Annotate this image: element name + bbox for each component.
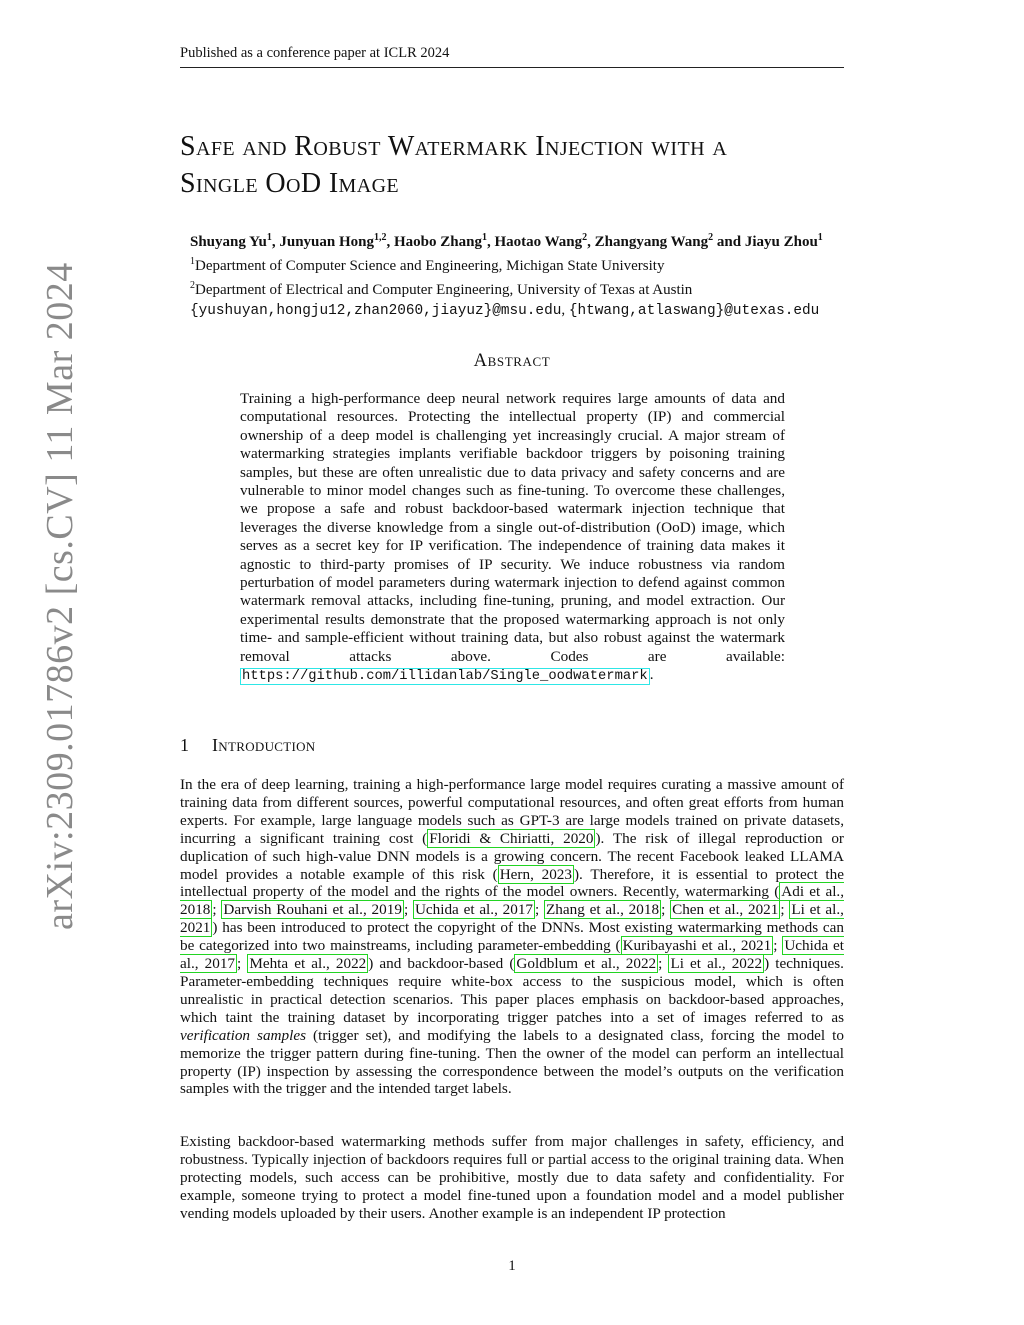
abstract-body (240, 390, 785, 687)
code-link[interactable]: https://github.com/illidanlab/Single_oodwatermark (242, 669, 648, 685)
affiliation-1 (190, 252, 930, 276)
citation-link[interactable]: Darvish Rouhani et al., 2019 (223, 901, 402, 919)
intro-paragraph-2: Existing backdoor-based watermarking methods suffer from major challenges in safety, efficiency, and robustness. Typically injection of backdoors requires full or partial access to the original training data. When protecting models, such access can be prohibitive, mostly due to data safety and confidentiality. For example, someone trying to protect a model fine-tuned upon a foundation model and a model publisher vending models uploaded by their users. Another example is an independent IP protection (180, 1133, 844, 1222)
author-name: Zhangyang Wang (594, 234, 709, 250)
author-name: Haotao Wang (494, 234, 583, 250)
separator: ; (535, 901, 545, 919)
citation-link[interactable]: Li et al., 2021 (180, 901, 844, 937)
citation-link[interactable]: Goldblum et al., 2022 (516, 955, 657, 973)
abstract-text: Training a high-performance deep neural network requires large amounts of data and computational resources. Protecting the intellectual property (IP) and commercial ownership of a deep model is challenging yet increasingly crucial. A major stream of watermarking strategies implants verifiable backdoor triggers by poisoning training samples, but these are often unrealistic due to data privacy and safety concerns and are vulnerable to minor model changes such as fine-tuning. To overcome these challenges, we propose a safe and robust backdoor-based watermark injection technique that leverages the diverse knowledge from a single out-of-distribution (OoD) image, which serves as a secret key for IP verification. The independence of training data makes it agnostic to third-party promises of IP security. We induce robustness via random perturbation of model parameters during watermark injection to defend against common watermark removal attacks, including fine-tuning, pruning, and model extraction. Our experimental results demonstrate that the proposed watermarking approach is not only time- and sample-efficient without training data, but also robust against the watermark removal attacks above. Codes are available: (240, 390, 785, 665)
separator: ; (773, 937, 783, 955)
citation-link[interactable]: Mehta et al., 2022 (249, 955, 367, 973)
text: (trigger set), and modifying the labels to a designated class, forcing the model to memorize the trigger pattern during fine-tuning. Then the owner of the model can perform an intellectual property (IP) inspection by assessing the correspondence between the model’s outputs on the verification samples with the trigger and the intended target labels. (180, 1026, 844, 1098)
emails (190, 300, 930, 321)
affiliation-marker: 2 (582, 232, 588, 243)
email-utexas: {htwang,atlaswang}@utexas.edu (568, 303, 820, 319)
citation-link[interactable]: Uchida et al., 2017 (180, 937, 844, 973)
author-block (190, 228, 930, 321)
separator: ; (658, 955, 669, 973)
affiliation-marker: 1 (190, 256, 195, 267)
affiliation-text: Department of Electrical and Computer Engineering, University of Texas at Austin (195, 282, 693, 298)
abstract-heading: Abstract (473, 351, 551, 371)
citation-link[interactable]: Kuribayashi et al., 2021 (622, 937, 772, 955)
affiliation-text: Department of Computer Science and Engineering, Michigan State University (195, 258, 665, 274)
separator: , (561, 302, 569, 318)
separator: , (587, 234, 595, 250)
text: In the era of deep learning, training a high-performance large model requires curating a massive amount of training data from different sources, powerful computational resources, and often great efforts from human experts. For example, large language models such as GPT-3 are large models trained on private datasets, incurring a significant training cost ( (180, 776, 844, 847)
affiliation-marker: 1 (481, 232, 487, 243)
text: ). Therefore, it is essential to protect the intellectual property of the model and the rights of the model owners. Recently, watermarking ( (180, 865, 844, 901)
affiliation-marker: 2 (190, 280, 195, 291)
text: ) techniques. Parameter-embedding techniques require white-box access to the suspicious model, which is often unrealistic in practical detection scenarios. This paper places emphasis on backdoor-based approaches, which taint the training dataset by incorporating trigger patches into a set of images referred to as (180, 955, 844, 1026)
author-name: Shuyang Yu (190, 234, 267, 250)
separator: ; (237, 955, 248, 973)
running-header: Published as a conference paper at ICLR 2024 (180, 45, 844, 68)
separator: ; (780, 901, 790, 919)
citation-link[interactable]: Floridi & Chiriatti, 2020 (429, 829, 594, 847)
author-names (190, 228, 930, 252)
separator: , (486, 234, 495, 250)
citation-link[interactable]: Chen et al., 2021 (672, 901, 779, 919)
arxiv-side-stamp: arXiv:2309.01786v2 [cs.CV] 11 Mar 2024 (39, 262, 81, 930)
author-name: Haobo Zhang (394, 234, 482, 250)
section-heading-introduction (180, 735, 315, 756)
separator: , (271, 234, 280, 250)
abstract-end: . (649, 666, 654, 684)
citation-link[interactable]: Zhang et al., 2018 (546, 901, 660, 919)
citation-link[interactable]: Uchida et al., 2017 (414, 901, 534, 919)
section-title: Introduction (212, 735, 316, 755)
author-name: Jiayu Zhou (744, 234, 818, 250)
citation-link[interactable]: Li et al., 2022 (670, 955, 763, 973)
paper-title (180, 128, 860, 202)
email-msu: {yushuyan,hongju12,zhan2060,jiayuz}@msu.edu (190, 303, 562, 319)
text: ). The risk of illegal reproduction or duplication of such high-value DNN models is a growing concern. The recent Facebook leaked LLAMA model provides a notable example of this risk ( (180, 829, 844, 883)
affiliation-marker: 1,2 (374, 232, 387, 243)
title-line-2: Single OoD Image (180, 168, 400, 199)
citation-link[interactable]: Hern, 2023 (499, 865, 572, 883)
separator: ; (212, 901, 222, 919)
text: ) and backdoor-based ( (368, 955, 515, 973)
separator: , (386, 234, 395, 250)
page-number: 1 (508, 1258, 516, 1274)
separator: ; (661, 901, 671, 919)
separator: and (713, 234, 745, 250)
emphasis: verification samples (180, 1026, 306, 1044)
author-name: Junyuan Hong (279, 234, 375, 250)
title-line-1: Safe and Robust Watermark Injection with a (180, 131, 728, 162)
text: ) has been introduced to protect the copyright of the DNNs. Most existing watermarking methods can be categorized into two mainstreams, including parameter-embedding ( (180, 919, 844, 955)
citation-link[interactable]: Adi et al., 2018 (180, 883, 845, 919)
affiliation-2 (190, 276, 930, 300)
separator: ; (403, 901, 413, 919)
affiliation-marker: 1 (266, 232, 272, 243)
affiliation-marker: 1 (817, 232, 823, 243)
section-number: 1 (180, 735, 190, 755)
affiliation-marker: 2 (708, 232, 714, 243)
intro-paragraph-1 (180, 776, 844, 1098)
